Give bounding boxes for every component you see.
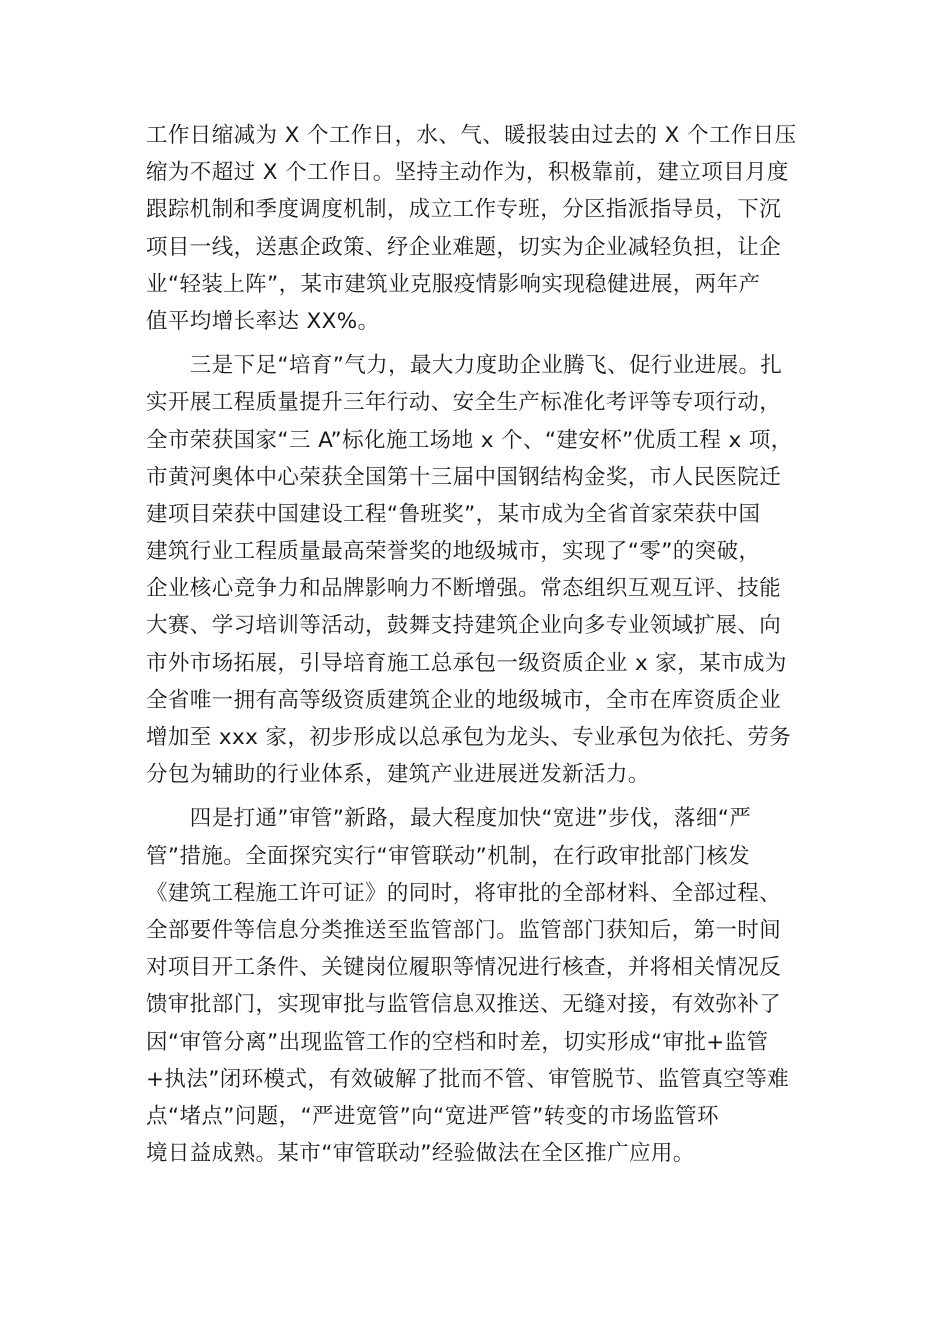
text-line: 缩为不超过 X 个工作日。坚持主动作为，积极靠前，建立项目月度 [146, 160, 789, 186]
text-line: 工作日缩减为 X 个工作日，水、气、暖报装由过去的 X 个工作日压 [146, 123, 797, 148]
text-line: 实开展工程质量提升三年行动、安全生产标准化考评等专项行动， [146, 390, 782, 416]
paragraph-2 [146, 347, 806, 793]
text-line: 跟踪机制和季度调度机制，成立工作专班，分区指派指导员，下沉 [146, 197, 782, 223]
text-line: 馈审批部门，实现审批与监管信息双推送、无缝对接，有效弥补了 [146, 992, 782, 1018]
text-line: 项目一线，送惠企政策、纾企业难题，切实为企业减轻负担，让企 [146, 234, 782, 260]
text-line: 因“审管分离”出现监管工作的空档和时差，切实形成“审批+监管 [146, 1029, 769, 1055]
paragraph-1 [146, 117, 806, 340]
text-line: 企业核心竞争力和品牌影响力不断增强。常态组织互观互评、技能 [146, 576, 782, 602]
text-line: 《建筑工程施工许可证》的同时，将审批的全部材料、全部过程、 [146, 880, 782, 906]
paragraph-3 [146, 800, 806, 1172]
text-line: 建筑行业工程质量最高荣誉奖的地级城市，实现了“零”的突破， [146, 539, 761, 565]
text-line: 境日益成熟。某市“审管联动”经验做法在全区推广应用。 [146, 1141, 695, 1167]
text-line: 建项目荣获中国建设工程“鲁班奖”，某市成为全省首家荣获中国 [146, 501, 761, 527]
text-line: 全省唯一拥有高等级资质建筑企业的地级城市，全市在库资质企业 [146, 687, 782, 713]
text-line: 分包为辅助的行业体系，建筑产业进展迸发新活力。 [146, 762, 650, 788]
text-line: 全市荣获国家“三 A”标化施工场地 x 个、“建安杯”优质工程 x 项， [146, 427, 793, 453]
text-line: 管”措施。全面探究实行“审管联动”机制，在行政审批部门核发 [146, 843, 751, 869]
body-text [146, 117, 806, 1172]
text-line: 值平均增长率达 XX%。 [146, 308, 380, 334]
text-line: 市外市场拓展，引导培育施工总承包一级资质企业 x 家，某市成为 [146, 650, 787, 676]
paragraph-gap [146, 793, 806, 800]
text-line: 大赛、学习培训等活动，鼓舞支持建筑企业向多专业领域扩展、向 [146, 613, 782, 639]
text-line: 点“堵点”问题，“严进宽管”向“宽进严管”转变的市场监管环 [146, 1103, 719, 1129]
text-line: 增加至 xxx 家，初步形成以总承包为龙头、专业承包为依托、劳务 [146, 725, 792, 750]
text-line: 四是打通”审管”新路，最大程度加快“宽进”步伐，落细“严 [146, 806, 752, 832]
text-line: 三是下足“培育”气力，最大力度助企业腾飞、促行业进展。扎 [146, 353, 783, 379]
text-line: 市黄河奥体中心荣获全国第十三届中国钢结构金奖，市人民医院迁 [146, 464, 782, 490]
text-line: 全部要件等信息分类推送至监管部门。监管部门获知后，第一时间 [146, 917, 782, 943]
paragraph-gap [146, 340, 806, 347]
text-line: 对项目开工条件、关键岗位履职等情况进行核查，并将相关情况反 [146, 955, 782, 981]
text-line: +执法”闭环模式，有效破解了批而不管、审管脱节、监管真空等难 [146, 1066, 790, 1092]
text-line: 业“轻装上阵”，某市建筑业克服疫情影响实现稳健进展，两年产 [146, 271, 761, 297]
